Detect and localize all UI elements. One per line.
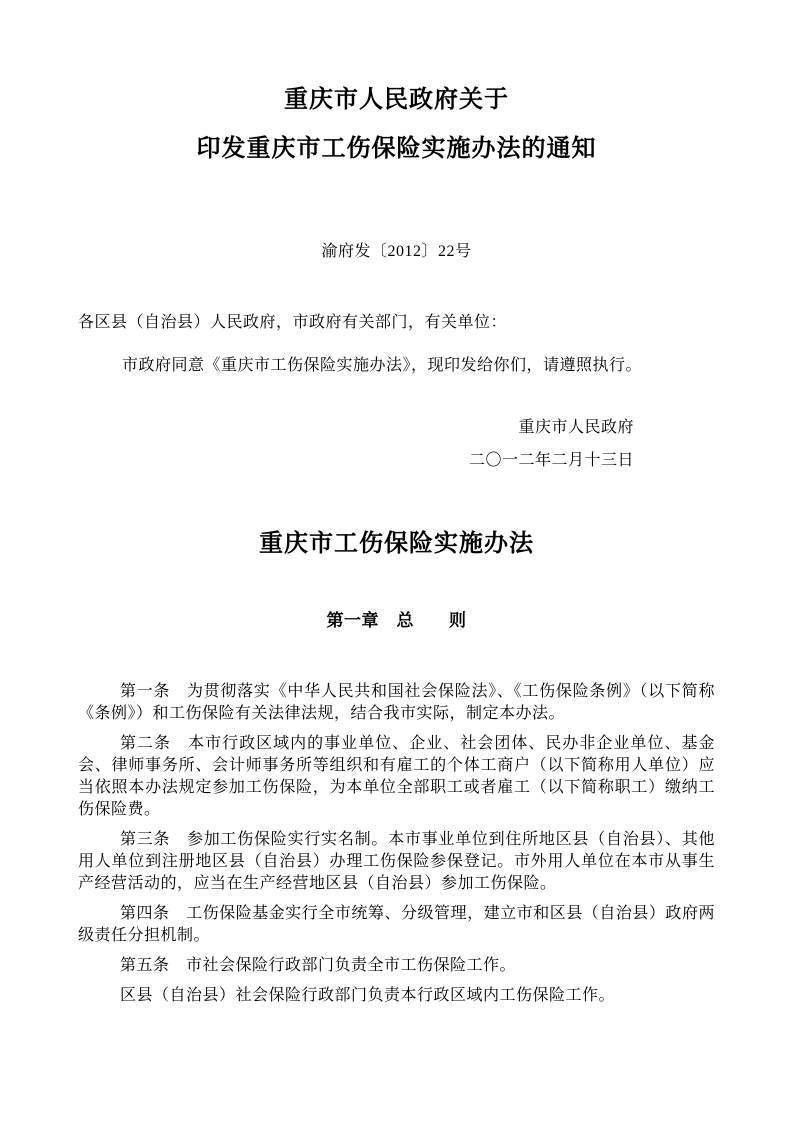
article-paragraph: 第五条 市社会保险行政部门负责全市工伤保险工作。	[120, 957, 517, 974]
signature-block	[78, 417, 715, 472]
chapter-one-heading: 第一章 总 则	[326, 611, 467, 630]
article-paragraph: 第四条 工伤保险基金实行全市统筹、分级管理，建立市和区县（自治县）政府两级责任分担机制。	[78, 905, 715, 944]
notice-title-line1: 重庆市人民政府关于	[284, 87, 509, 113]
chapter-articles	[78, 681, 715, 1007]
document-number: 渝府发〔2012〕22号	[321, 243, 472, 260]
signature-date: 二〇一二年二月十三日	[468, 452, 634, 469]
salutation-line: 各区县（自治县）人民政府，市政府有关部门，有关单位：	[78, 314, 508, 331]
article-paragraph: 第一条 为贯彻落实《中华人民共和国社会保险法》、《工伤保险条例》（以下简称《条例》）和工伤保险有关法律法规，结合我市实际，制定本办法。	[78, 683, 715, 722]
article-paragraph: 区县（自治县）社会保险行政部门负责本行政区域内工伤保险工作。	[120, 987, 616, 1004]
signer-name: 重庆市人民政府	[518, 419, 634, 436]
measures-title: 重庆市工伤保险实施办法	[259, 531, 534, 557]
notice-body-paragraph: 市政府同意《重庆市工伤保险实施办法》，现印发给你们，请遵照执行。	[122, 357, 643, 374]
article-paragraph: 第三条 参加工伤保险实行实名制。本市事业单位到住所地区县（自治县）、其他用人单位到注册地区县（自治县）办理工伤保险参保登记。市外用人单位在本市从事生产经营活动的，应当在生产经营地区县（自治县）参加工伤保险。	[78, 831, 715, 892]
article-paragraph: 第二条 本市行政区域内的事业单位、企业、社会团体、民办非企业单位、基金会、律师事务所、会计师事务所等组织和有雇工的个体工商户（以下简称用人单位）应当依照本办法规定参加工伤保险，为本单位全部职工或者雇工（以下简称职工）缴纳工伤保险费。	[78, 735, 715, 818]
notice-title-line2: 印发重庆市工伤保险实施办法的通知	[196, 136, 597, 162]
